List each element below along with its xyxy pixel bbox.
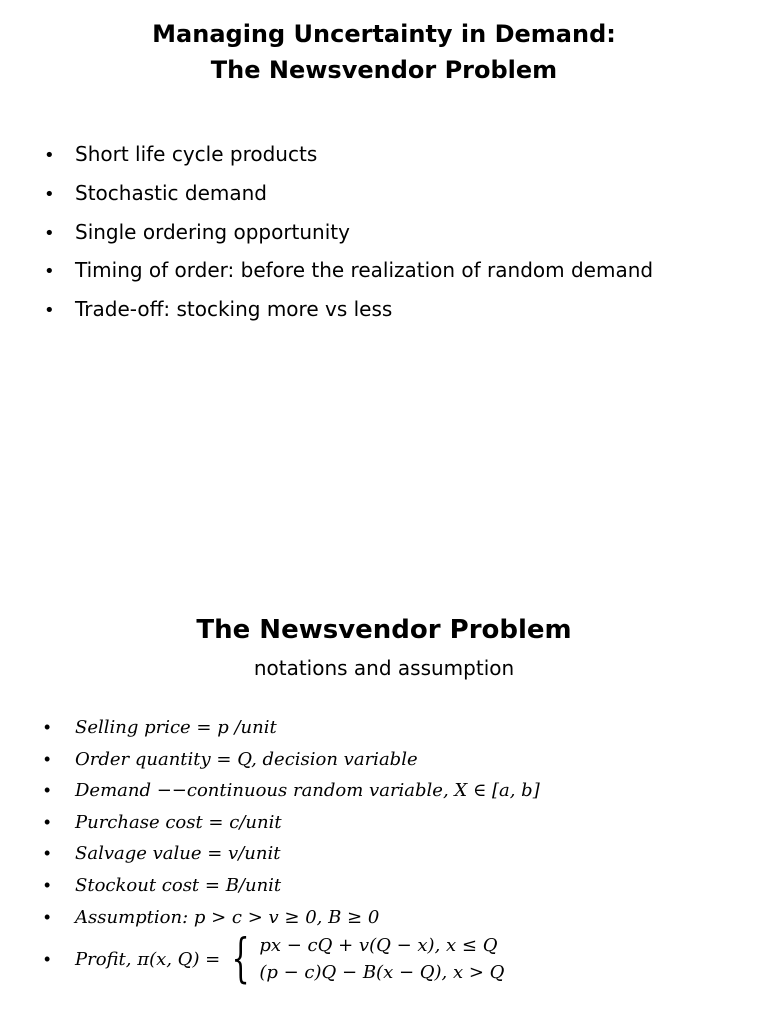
piecewise-cases bbox=[224, 929, 505, 989]
bullet-icon: • bbox=[44, 874, 51, 895]
list-item-text: Demand −−continuous random variable, X ∈ [a, b] bbox=[75, 780, 540, 802]
list-item-text: Assumption: p > c > v ≥ 0, B ≥ 0 bbox=[75, 906, 380, 928]
bullet-icon: • bbox=[44, 300, 55, 322]
list-item-text: Purchase cost = c/unit bbox=[75, 811, 282, 833]
bullet-icon: • bbox=[44, 222, 55, 244]
list-item bbox=[44, 291, 653, 330]
slide-title bbox=[0, 16, 768, 88]
list-item-text: Stockout cost = B/unit bbox=[75, 874, 282, 896]
case-under-stock: px − cQ + v(Q − x), x ≤ Q bbox=[259, 935, 498, 956]
left-brace-icon: { bbox=[231, 929, 250, 989]
bullet-icon: • bbox=[44, 948, 51, 969]
slide-subtitle: notations and assumption bbox=[253, 656, 515, 680]
list-item-text: Order quantity = Q, decision variable bbox=[75, 748, 418, 770]
bullet-icon: • bbox=[44, 717, 51, 737]
list-item-text: Single ordering opportunity bbox=[75, 219, 350, 244]
list-item bbox=[44, 870, 540, 902]
notation-list bbox=[44, 712, 540, 933]
title-line-2: The Newsvendor Problem bbox=[210, 56, 558, 84]
list-item-text: Timing of order: before the realization of random demand bbox=[75, 258, 654, 283]
list-item bbox=[44, 838, 540, 870]
list-item bbox=[44, 175, 653, 214]
bullet-icon: • bbox=[44, 145, 55, 166]
bullet-icon: • bbox=[44, 811, 51, 832]
case-over-demand: (p − c)Q − B(x − Q), x > Q bbox=[259, 962, 505, 983]
slide-newsvendor-notation bbox=[0, 512, 768, 1024]
list-item bbox=[44, 775, 540, 807]
profit-lhs: Profit, π(x, Q) = bbox=[75, 948, 221, 970]
list-item bbox=[44, 136, 653, 175]
cases-stack bbox=[259, 932, 504, 986]
bullet-icon: • bbox=[44, 780, 51, 801]
list-item bbox=[44, 712, 540, 744]
bullet-list bbox=[44, 136, 653, 330]
list-item-text: Salvage value = v/unit bbox=[75, 843, 281, 865]
list-item-text: Trade-off: stocking more vs less bbox=[75, 297, 393, 322]
list-item bbox=[44, 807, 540, 839]
bullet-icon: • bbox=[44, 906, 51, 927]
bullet-icon: • bbox=[44, 843, 51, 864]
list-item-text: Selling price = p /unit bbox=[75, 717, 277, 738]
profit-formula bbox=[44, 929, 505, 989]
list-item-text: Short life cycle products bbox=[75, 142, 318, 166]
bullet-icon: • bbox=[44, 183, 55, 205]
list-item-text: Stochastic demand bbox=[75, 180, 267, 205]
list-item bbox=[44, 252, 653, 291]
list-item bbox=[44, 744, 540, 776]
bullet-icon: • bbox=[44, 261, 55, 283]
title-line-1: Managing Uncertainty in Demand: bbox=[152, 20, 616, 48]
list-item bbox=[44, 902, 540, 934]
list-item bbox=[44, 214, 653, 253]
slide-title: The Newsvendor Problem bbox=[196, 615, 572, 645]
bullet-icon: • bbox=[44, 748, 51, 769]
